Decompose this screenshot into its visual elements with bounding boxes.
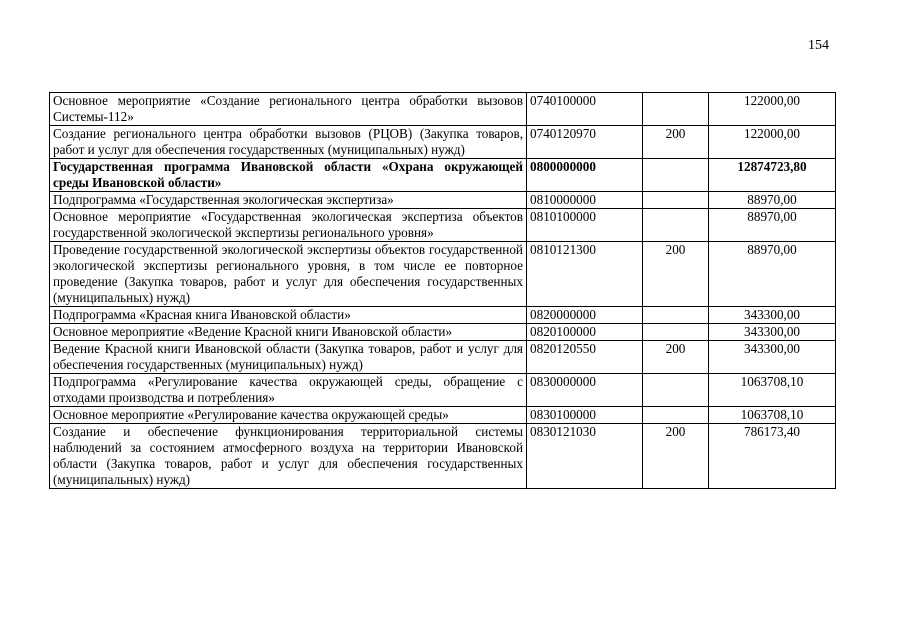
row-sum: 12874723,80	[709, 159, 836, 192]
row-expense-type	[643, 324, 709, 341]
budget-table	[49, 92, 836, 489]
row-sum: 1063708,10	[709, 407, 836, 424]
table-row	[50, 159, 836, 192]
row-name: Основное мероприятие «Ведение Красной книги Ивановской области»	[50, 324, 527, 341]
table-row	[50, 341, 836, 374]
row-code: 0810100000	[527, 209, 643, 242]
row-code: 0820120550	[527, 341, 643, 374]
row-name: Подпрограмма «Красная книга Ивановской области»	[50, 307, 527, 324]
row-expense-type: 200	[643, 424, 709, 489]
row-name: Основное мероприятие «Создание регионального центра обработки вызовов Системы-112»	[50, 93, 527, 126]
row-code: 0820100000	[527, 324, 643, 341]
row-name: Ведение Красной книги Ивановской области (Закупка товаров, работ и услуг для обеспечения государственных (муниципальных) нужд)	[50, 341, 527, 374]
row-expense-type: 200	[643, 126, 709, 159]
row-code: 0740120970	[527, 126, 643, 159]
row-sum: 786173,40	[709, 424, 836, 489]
row-code: 0820000000	[527, 307, 643, 324]
row-sum: 122000,00	[709, 93, 836, 126]
row-name: Подпрограмма «Регулирование качества окружающей среды, обращение с отходами производства и потребления»	[50, 374, 527, 407]
table-row	[50, 324, 836, 341]
row-expense-type	[643, 407, 709, 424]
row-code: 0740100000	[527, 93, 643, 126]
row-code: 0800000000	[527, 159, 643, 192]
budget-table-body	[50, 93, 836, 489]
row-name: Проведение государственной экологической экспертизы объектов государственной экологической экспертизы регионального уровня, в том числе ее повторное проведение (Закупка товаров, работ и услуг для обеспечения государственных (муниципальных) нужд)	[50, 242, 527, 307]
table-row	[50, 93, 836, 126]
table-row	[50, 192, 836, 209]
row-expense-type	[643, 159, 709, 192]
row-code: 0810121300	[527, 242, 643, 307]
row-name: Основное мероприятие «Государственная экологическая экспертиза объектов государственной экологической экспертизы регионального уровня»	[50, 209, 527, 242]
row-expense-type	[643, 192, 709, 209]
row-expense-type	[643, 374, 709, 407]
row-sum: 88970,00	[709, 209, 836, 242]
row-sum: 343300,00	[709, 324, 836, 341]
row-expense-type	[643, 209, 709, 242]
page-number: 154	[808, 38, 829, 53]
table-row	[50, 242, 836, 307]
row-name: Основное мероприятие «Регулирование качества окружающей среды»	[50, 407, 527, 424]
table-row	[50, 209, 836, 242]
table-row	[50, 307, 836, 324]
row-sum: 343300,00	[709, 341, 836, 374]
row-name: Государственная программа Ивановской области «Охрана окружающей среды Ивановской области»	[50, 159, 527, 192]
row-sum: 1063708,10	[709, 374, 836, 407]
table-row	[50, 424, 836, 489]
row-name: Подпрограмма «Государственная экологическая экспертиза»	[50, 192, 527, 209]
table-row	[50, 126, 836, 159]
row-code: 0830100000	[527, 407, 643, 424]
row-name: Создание регионального центра обработки вызовов (РЦОВ) (Закупка товаров, работ и услуг для обеспечения государственных (муниципальных) нужд)	[50, 126, 527, 159]
row-code: 0830121030	[527, 424, 643, 489]
row-sum: 343300,00	[709, 307, 836, 324]
table-row	[50, 407, 836, 424]
row-name: Создание и обеспечение функционирования территориальной системы наблюдений за состоянием атмосферного воздуха на территории Ивановской области (Закупка товаров, работ и услуг для обеспечения государственных (муниципальных) нужд)	[50, 424, 527, 489]
row-sum: 122000,00	[709, 126, 836, 159]
row-expense-type	[643, 93, 709, 126]
row-code: 0810000000	[527, 192, 643, 209]
row-sum: 88970,00	[709, 192, 836, 209]
table-row	[50, 374, 836, 407]
row-expense-type	[643, 307, 709, 324]
row-code: 0830000000	[527, 374, 643, 407]
row-expense-type: 200	[643, 242, 709, 307]
row-expense-type: 200	[643, 341, 709, 374]
row-sum: 88970,00	[709, 242, 836, 307]
